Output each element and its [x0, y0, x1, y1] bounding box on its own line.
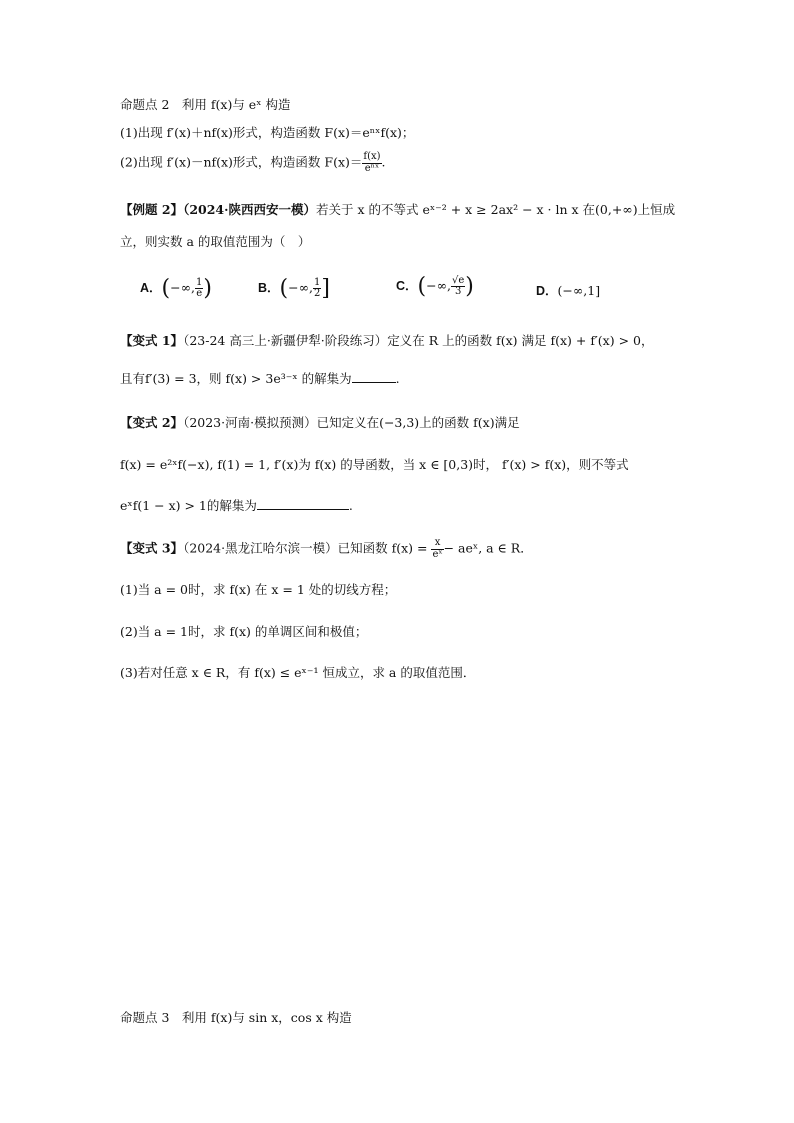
answer-blank [352, 382, 396, 383]
variant-3-question-2: (2)当 a = 1时，求 f(x) 的单调区间和极值； [120, 624, 368, 639]
section-3-title: 命题点 3 利用 f(x)与 sin x，cos x 构造 [120, 1010, 352, 1025]
variant-2-stem-line-1: 【变式 2】（2023·河南·模拟预测）已知定义在(−3,3)上的函数 f(x)满足 [120, 415, 520, 430]
example-2-stem-line-2: 立，则实数 a 的取值范围为（ ） [120, 234, 311, 249]
variant-2-stem-line-3: eˣf(1 − x) > 1的解集为 . [120, 498, 353, 513]
rule-2-fraction: $\frac{f(x)}{\text{eⁿˣ}}$ [363, 151, 381, 174]
variant-3-source: （2024·黑龙江哈尔滨一模） [183, 540, 338, 556]
answer-blank [257, 509, 349, 510]
variant-2-tag: 【变式 2】 [120, 415, 184, 430]
section-2-title: 命题点 2 利用 f(x)与 eˣ 构造 [120, 97, 291, 112]
section-2-rule-2: (2)出现 f′(x)－nf(x)形式，构造函数 F(x)＝ $\frac{f(x)}{\text{eⁿˣ}}$ . [120, 151, 386, 174]
example-2-tag: 【例题 2】 [120, 202, 184, 217]
example-2-source: （2024·陕西西安一模） [183, 202, 316, 217]
variant-1-source: （23-24 高三上·新疆伊犁·阶段练习） [183, 333, 388, 348]
variant-1-tag: 【变式 1】 [120, 333, 184, 348]
example-2-option-c: C．(−∞, $\frac{√e}{3}$ ) [396, 274, 474, 299]
variant-3-stem: 【变式 3】（2024·黑龙江哈尔滨一模）已知函数 f(x) = $\frac{x}{\text{eˣ}}$ − aeˣ, a ∈ R． [120, 537, 533, 560]
example-2-stem-line-1: 【例题 2】（2024·陕西西安一模）若关于 x 的不等式 eˣ⁻² + x ≥ 2ax² − x · ln x 在(0,+∞)上恒成 [120, 202, 676, 217]
variant-3-fraction: $\frac{x}{\text{eˣ}}$ [432, 537, 443, 560]
variant-1-stem-line-1: 【变式 1】（23-24 高三上·新疆伊犁·阶段练习）定义在 R 上的函数 f(x) 满足 f(x) + f′(x) > 0， [120, 333, 654, 348]
example-2-option-d: D．(−∞,1] [536, 283, 601, 298]
variant-3-question-3: (3)若对任意 x ∈ R，有 f(x) ≤ eˣ⁻¹ 恒成立，求 a 的取值范围． [120, 665, 476, 680]
variant-2-source: （2023·河南·模拟预测） [183, 415, 317, 430]
example-2-option-b: B．(−∞, $\frac{1}{2}$ ] [258, 276, 330, 301]
variant-1-stem-line-2: 且有f′(3) = 3，则 f(x) > 3e³⁻ˣ 的解集为 . [120, 371, 400, 386]
section-2-rule-1: (1)出现 f′(x)＋nf(x)形式，构造函数 F(x)＝eⁿˣf(x)； [120, 125, 415, 140]
example-2-option-a: A．(−∞, $\frac{1}{e}$ ) [140, 276, 212, 301]
variant-3-question-1: (1)当 a = 0时，求 f(x) 在 x = 1 处的切线方程； [120, 582, 397, 597]
variant-2-stem-line-2: f(x) = e²ˣf(−x), f(1) = 1, f′(x)为 f(x) 的导函数，当 x ∈ [0,3)时， f′(x) > f(x)，则不等式 [120, 457, 629, 472]
variant-3-tag: 【变式 3】 [120, 540, 184, 556]
